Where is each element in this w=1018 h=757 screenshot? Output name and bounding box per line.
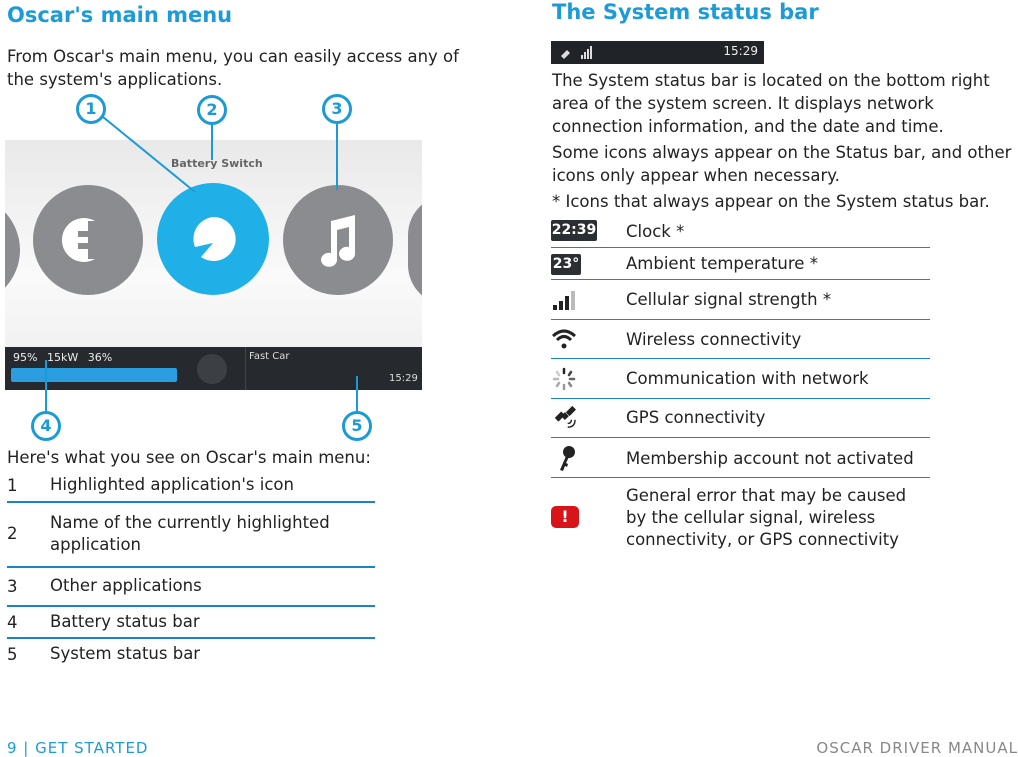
section-title-status-bar: The System status bar — [552, 0, 819, 24]
spinner-icon — [551, 367, 601, 391]
status-icons — [559, 46, 593, 60]
footer-manual-title: OSCAR DRIVER MANUAL — [816, 739, 1018, 757]
temperature-icon: 23° — [551, 254, 601, 278]
list-item-text: Highlighted application's icon — [50, 475, 294, 494]
section-title-main-menu: Oscar's main menu — [7, 3, 233, 27]
list-item-text: System status bar — [50, 644, 201, 663]
status-bar-time: 15:29 — [723, 44, 758, 58]
clock-icon: 22:39 — [551, 220, 601, 244]
intro-paragraph: From Oscar's main menu, you can easily access any of the system's applications. — [7, 47, 459, 89]
paragraph-2: Some icons always appear on the Status bar, and other icons only appear when necessary. — [552, 143, 1012, 185]
status-bar-title: Fast Car — [249, 351, 290, 362]
paragraph-3: * Icons that always appear on the System status bar. — [552, 192, 990, 211]
callout-4: 4 — [31, 411, 61, 441]
satellite-icon — [551, 405, 601, 429]
list-item-text: Other applications — [50, 576, 202, 595]
list-intro: Here's what you see on Oscar's main menu: — [7, 448, 371, 467]
key-icon — [551, 445, 601, 473]
list-item-number: 5 — [7, 645, 18, 664]
icon-description: GPS connectivity — [626, 408, 766, 427]
icon-description: Wireless connectivity — [626, 330, 802, 349]
icon-description: Communication with network — [626, 369, 869, 388]
list-item-number: 2 — [7, 524, 18, 543]
list-item-number: 4 — [7, 613, 18, 632]
list-item-text: Battery status bar — [50, 612, 200, 631]
callout-3: 3 — [322, 94, 352, 124]
paragraph-1: The System status bar is located on the bottom right area of the system screen. It displays network connection information, and the date and time. — [552, 71, 990, 136]
icon-description: General error that may be caused by the cellular signal, wireless connectivity, or GPS connectivity — [626, 486, 907, 549]
icon-description: Cellular signal strength * — [626, 290, 832, 309]
battery-values: 95% 15kW 36% — [13, 351, 113, 364]
icon-description: Membership account not activated — [626, 449, 914, 468]
list-item-number: 1 — [7, 476, 18, 495]
callout-2: 2 — [197, 95, 227, 125]
callout-1: 1 — [76, 94, 106, 124]
callout-lines — [0, 0, 480, 450]
list-item-number: 3 — [7, 577, 18, 596]
wifi-icon — [551, 328, 601, 352]
signal-icon — [551, 288, 601, 312]
highlighted-app-name: Battery Switch — [171, 157, 263, 170]
callout-5: 5 — [342, 411, 372, 441]
system-status-bar-sample — [551, 41, 764, 64]
icon-description: Ambient temperature * — [626, 254, 818, 273]
error-icon: ! — [551, 506, 601, 530]
footer-page-label: 9 | GET STARTED — [7, 739, 149, 757]
status-bar-time: 15:29 — [389, 373, 418, 384]
list-item-text: Name of the currently highlighted application — [50, 513, 330, 554]
icon-description: Clock * — [626, 222, 685, 241]
